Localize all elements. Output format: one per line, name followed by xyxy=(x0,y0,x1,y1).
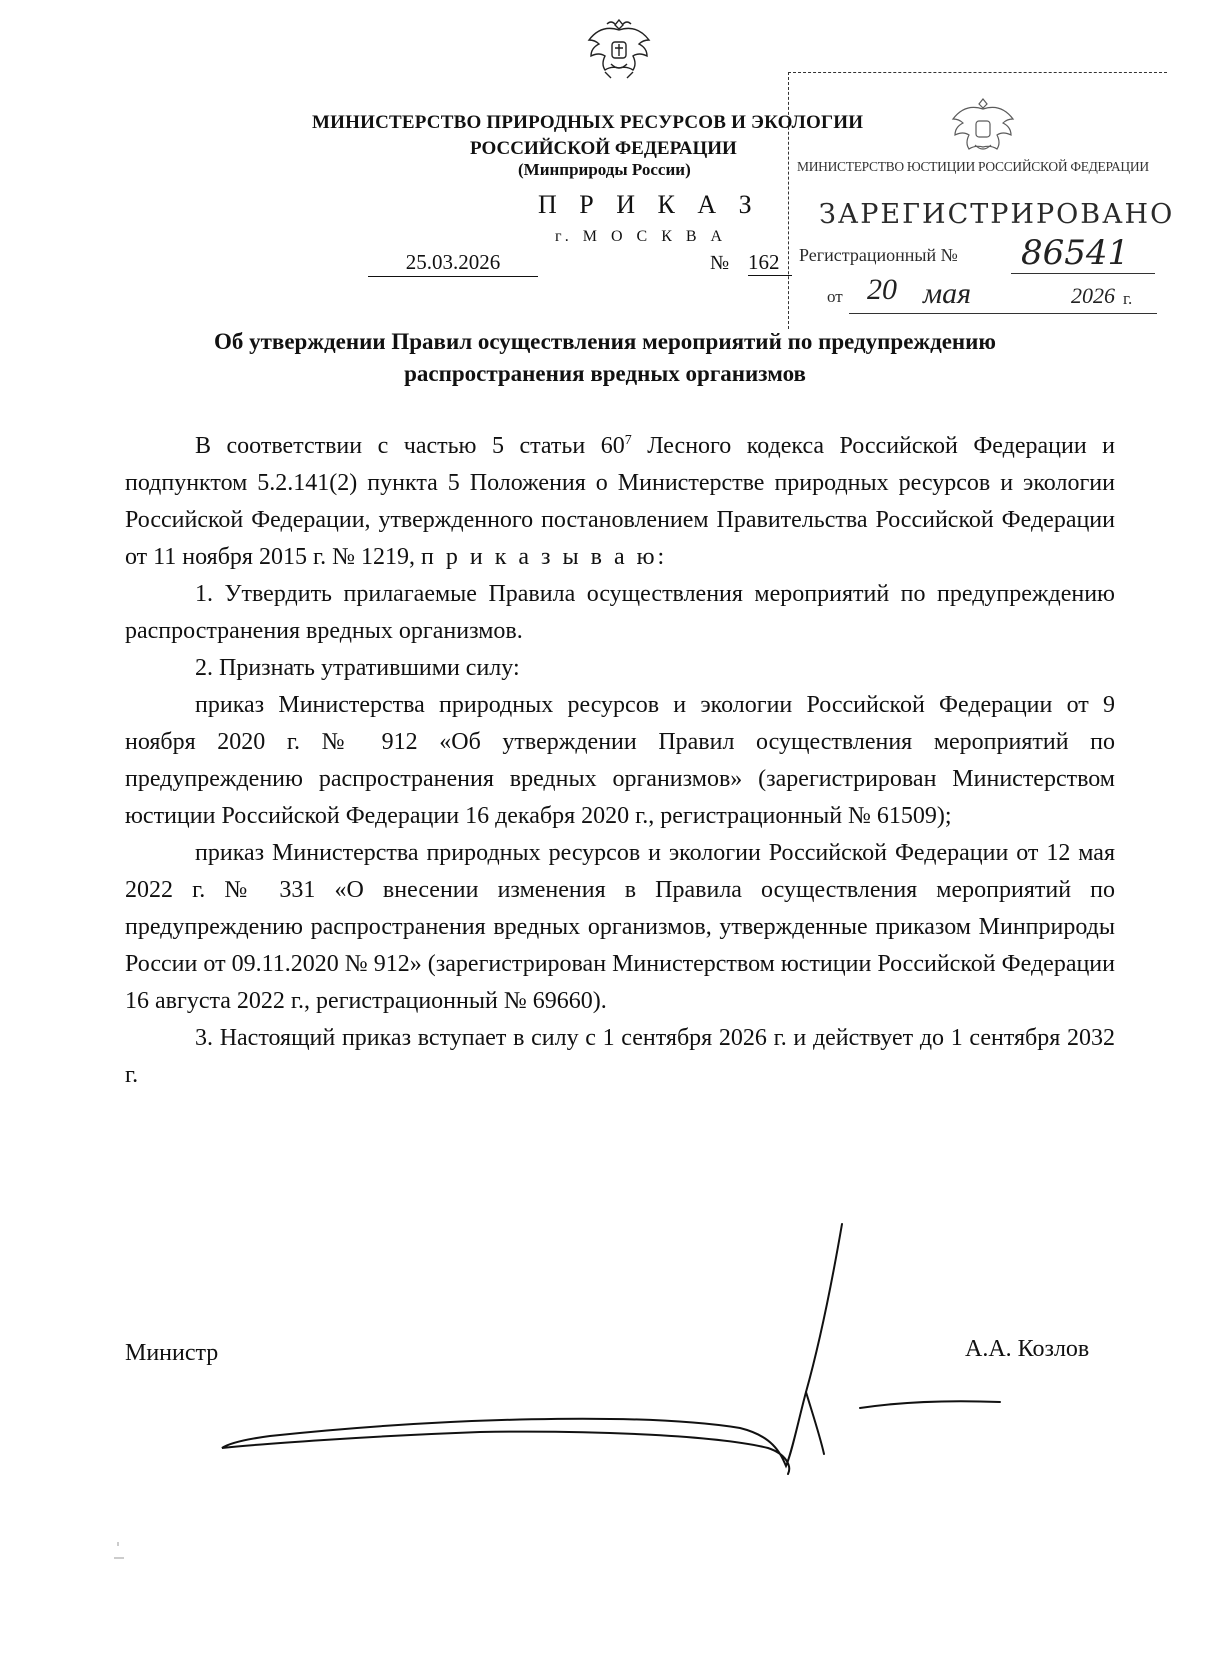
signer-position: Министр xyxy=(125,1340,219,1366)
stamp-registration-number: 86541 xyxy=(1021,233,1130,273)
item-1: 1. Утвердить прилагаемые Правила осуществления мероприятий по предупреждению распространения вредных организмов. xyxy=(125,581,1115,644)
registration-stamp xyxy=(788,72,1175,329)
document-number: 162 xyxy=(748,250,792,276)
preamble-text-a: В соответствии с частью 5 статьи 60 xyxy=(195,433,625,459)
title-line2: распространения вредных организмов xyxy=(404,361,806,386)
number-sign: № xyxy=(710,252,730,274)
title-line1: Об утверждении Правил осуществления мероприятий по предупреждению xyxy=(213,329,997,354)
stamp-from-label: от xyxy=(827,287,843,306)
document-title xyxy=(120,326,1090,390)
preamble-text-b: Лесного кодекса Российской Федерации и подпунктом 5.2.141(2) пункта 5 Положения о Министерстве природных ресурсов и экологии Российской Федерации, утвержденного постановлением Правительства Российской Федерации от 11 ноября 2015 г. № 1219, xyxy=(125,433,1116,570)
stamp-number-underline xyxy=(1011,273,1155,274)
margin-mark xyxy=(112,1540,126,1560)
document-type: П Р И К А З xyxy=(538,190,760,219)
ministry-name-line1: МИНИСТЕРСТВО ПРИРОДНЫХ РЕСУРСОВ И ЭКОЛОГИИ xyxy=(312,112,864,133)
stamp-day: 20 xyxy=(867,273,897,306)
stamp-ministry-name: МИНИСТЕРСТВО ЮСТИЦИИ РОССИЙСКОЙ ФЕДЕРАЦИИ xyxy=(797,159,1149,174)
order-verb: п р и к а з ы в а ю: xyxy=(421,544,668,570)
stamp-registered-label: ЗАРЕГИСТРИРОВАНО xyxy=(819,199,1175,230)
stamp-month: мая xyxy=(923,277,972,310)
signer-name: А.А. Козлов xyxy=(965,1336,1090,1362)
ministry-name-line2: РОССИЙСКОЙ ФЕДЕРАЦИИ xyxy=(470,138,737,159)
item-2-order-a: приказ Министерства природных ресурсов и экологии Российской Федерации от 9 ноября 2020 г. № 912 «Об утверждении Правил осуществления мероприятий по предупреждению распространения вредных организмов» (зарегистрирован Министерством юстиции Российской Федерации 16 декабря 2020 г., регистрационный № 61509); xyxy=(125,692,1115,829)
stamp-registration-label: Регистрационный № xyxy=(799,245,958,265)
stamp-year-suffix: г. xyxy=(1123,289,1133,308)
stamp-year: 2026 xyxy=(1071,283,1115,308)
ministry-short-name: (Минприроды России) xyxy=(518,160,691,179)
handwritten-signature xyxy=(220,1222,1020,1482)
stamp-date-underline xyxy=(849,313,1157,314)
item-2: 2. Признать утратившими силу: xyxy=(195,655,520,681)
stamp-coat-of-arms-icon xyxy=(947,93,1019,163)
item-3: 3. Настоящий приказ вступает в силу с 1 сентября 2026 г. и действует до 1 сентября 2032 г. xyxy=(125,1025,1115,1088)
item-2-order-b: приказ Министерства природных ресурсов и экологии Российской Федерации от 12 мая 2022 г. № 331 «О внесении изменения в Правила осуществления мероприятий по предупреждению распространения вредных организмов, утвержденные приказом Минприроды России от 09.11.2020 № 912» (зарегистрирован Министерством юстиции Российской Федерации 16 августа 2022 г., регистрационный № 69660). xyxy=(125,840,1115,1014)
coat-of-arms-icon xyxy=(583,14,655,82)
preamble-paragraph xyxy=(125,428,1115,576)
document-body xyxy=(125,428,1115,1094)
document-date: 25.03.2026 xyxy=(368,250,538,277)
article-superscript: 7 xyxy=(624,433,632,448)
document-city: г. М О С К В А xyxy=(555,228,728,245)
